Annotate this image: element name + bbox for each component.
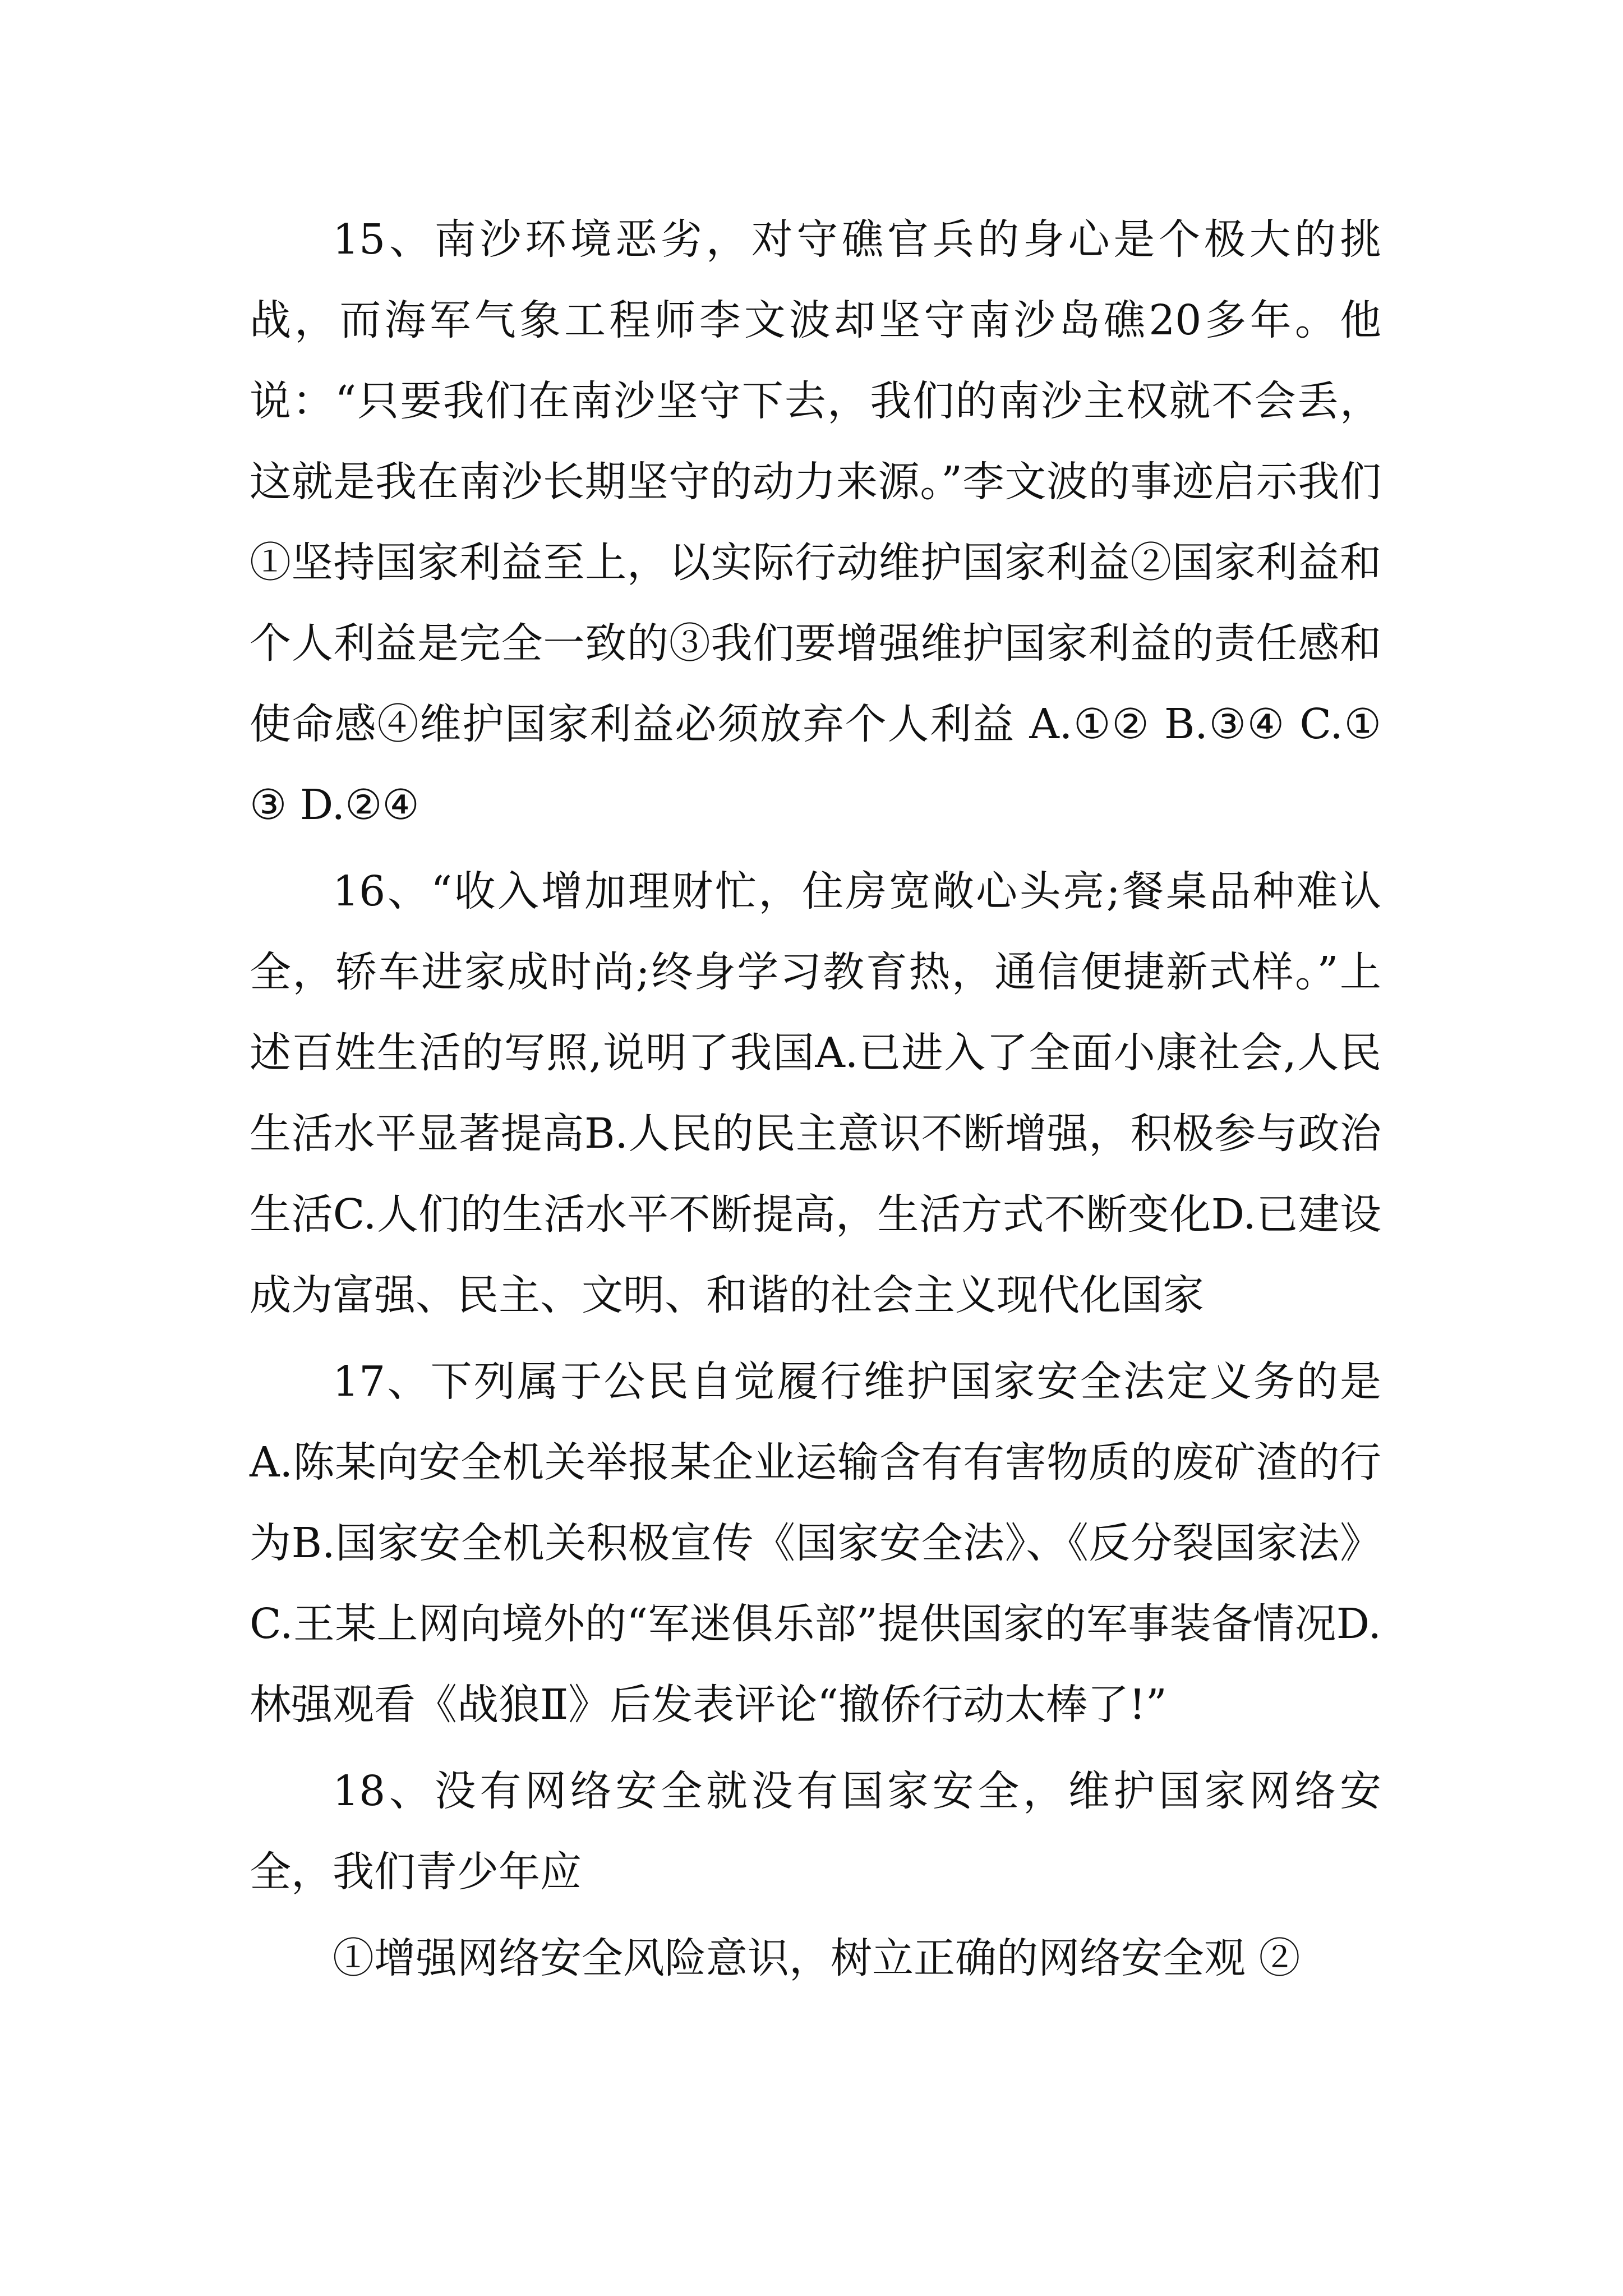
question-16: 16、“收入增加理财忙，住房宽敞心头亮;餐桌品种难认全，轿车进家成时尚;终身学习教育热，通信便捷新式样。”上述百姓生活的写照,说明了我国A.已进入了全面小康社会,人民生活水平显著提高B.人民的民主意识不断增强，积极参与政治生活C.人们的生活水平不断提高，生活方式不断变化D.已建设成为富强、民主、文明、和谐的社会主义现代化国家 [250,867,1381,1319]
document-body [250,199,1381,2004]
question-18: 18、没有网络安全就没有国家安全，维护国家网络安全，我们青少年应 [250,1767,1381,1896]
question-17: 17、下列属于公民自觉履行维护国家安全法定义务的是A.陈某向安全机关举报某企业运输含有有害物质的废矿渣的行为B.国家安全机关积极宣传《国家安全法》、《反分裂国家法》C.王某上网向境外的“军迷俱乐部”提供国家的军事装备情况D.林强观看《战狼Ⅱ》后发表评论“撤侨行动太棒了!” [250,1358,1381,1729]
question-18-option-line: ①增强网络安全风险意识，树立正确的网络安全观 ② [333,1934,1301,1982]
question-15: 15、南沙环境恶劣，对守礁官兵的身心是个极大的挑战，而海军气象工程师李文波却坚守南沙岛礁20多年。他说：“只要我们在南沙坚守下去，我们的南沙主权就不会丢，这就是我在南沙长期坚守的动力来源。”李文波的事迹启示我们①坚持国家利益至上，以实际行动维护国家利益②国家利益和个人利益是完全一致的③我们要增强维护国家利益的责任感和使命感④维护国家利益必须放弃个人利益 A.①② B.③④ C.①③ D.②④ [250,215,1381,829]
